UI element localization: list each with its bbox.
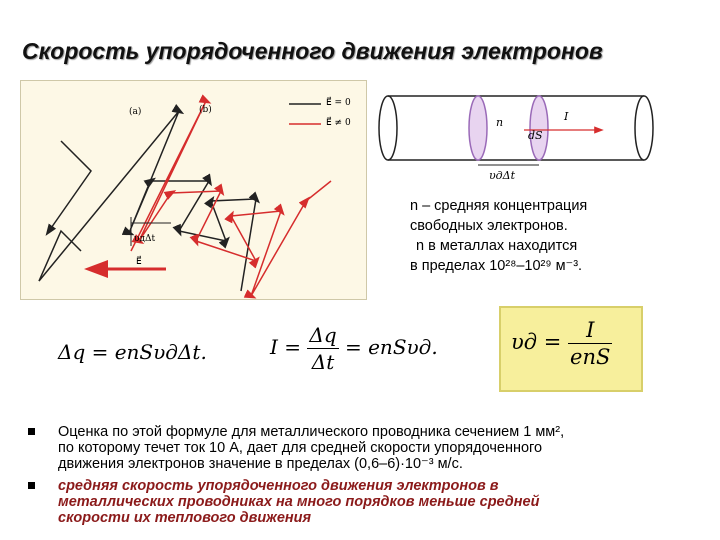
trajectory-with-field (131, 101, 331, 296)
bullet-line: движения электронов значение в пределах (0,6–6)·10⁻³ м/с. (58, 456, 463, 472)
trajectory-no-field (39, 111, 256, 291)
bullet-line: Оценка по этой формуле для металлического проводника сечением 1 мм², (58, 424, 565, 440)
conductor-tube (374, 90, 664, 170)
note-line: в пределах 10²⁸–10²⁹ м⁻³. (410, 258, 583, 274)
drift-length-label: υдΔt (489, 169, 516, 182)
legend-with-field: E⃗ ≠ 0 (326, 118, 351, 128)
bullet-line: средняя скорость упорядоченного движения электронов в (58, 478, 499, 494)
current-formula (270, 323, 438, 374)
current-formula-lhs: I = (270, 335, 302, 359)
label-b: (b) (199, 105, 212, 115)
bullet-conclusion (28, 478, 698, 526)
bullet-marker (28, 482, 35, 489)
note-line: n – средняя концентрация (410, 198, 588, 214)
bullet-line: скорости их теплового движения (58, 510, 312, 526)
current-formula-rhs: = enSυд. (344, 335, 438, 359)
fraction-denominator: Δt (311, 350, 335, 374)
bullet-line: по которому течет ток 10 А, дает для средней скорости упорядоченного (58, 440, 543, 456)
current-label: I (564, 110, 569, 123)
concentration-label: n (496, 116, 504, 129)
note-line: n в металлах находится (416, 238, 578, 254)
area-label: dS (528, 129, 543, 142)
bullet-estimate (28, 424, 698, 472)
current-formula-fraction (307, 323, 338, 374)
velocity-formula-fraction (568, 318, 612, 369)
note-line: свободных электронов. (410, 218, 568, 234)
trajectory-figure (20, 80, 367, 300)
drift-velocity-formula-box (499, 306, 643, 392)
conductor-diagram (374, 90, 664, 182)
bullet-line: металлических проводниках на много порядков меньше средней (58, 494, 540, 510)
concentration-note (410, 196, 710, 276)
charge-formula: Δq = enSυдΔt. (58, 340, 207, 364)
drift-velocity-formula (511, 318, 612, 369)
label-a: (a) (129, 107, 142, 117)
slide-title: Скорость упорядоченного движения электронов (22, 38, 603, 64)
bullet-marker (28, 428, 35, 435)
fraction-denominator: enS (570, 345, 611, 369)
velocity-formula-lhs: υд = (511, 330, 562, 354)
trajectory-diagram (21, 81, 366, 299)
drift-distance-label: υдΔt (134, 234, 156, 244)
fraction-numerator: I (568, 318, 612, 344)
bullet-list (28, 424, 698, 526)
fraction-numerator: Δq (309, 323, 337, 347)
legend-no-field: E⃗ = 0 (326, 98, 351, 108)
field-label: E⃗ (136, 257, 142, 267)
